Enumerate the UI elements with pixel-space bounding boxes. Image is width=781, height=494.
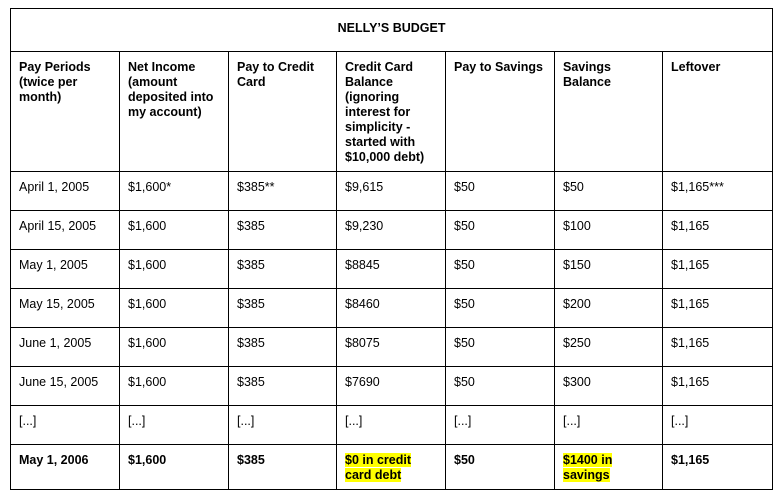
cell-pay-to-credit-card: $385 — [229, 211, 337, 250]
budget-table — [10, 8, 773, 490]
header-pay-periods: Pay Periods (twice per month) — [11, 52, 120, 172]
cell-credit-card-balance: $9,230 — [337, 211, 446, 250]
cell-net-income: $1,600 — [120, 328, 229, 367]
table-title: NELLY’S BUDGET — [11, 9, 773, 52]
cell-pay-period: May 1, 2005 — [11, 250, 120, 289]
header-pay-to-credit-card: Pay to Credit Card — [229, 52, 337, 172]
cell-pay-to-credit-card: $385 — [229, 250, 337, 289]
cell-pay-to-credit-card: $385** — [229, 172, 337, 211]
table-row — [11, 172, 773, 211]
cell-ellipsis: [...] — [446, 406, 555, 445]
header-leftover: Leftover — [663, 52, 773, 172]
table-row — [11, 328, 773, 367]
cell-savings-balance — [555, 445, 663, 490]
cell-pay-to-credit-card: $385 — [229, 445, 337, 490]
table-row — [11, 250, 773, 289]
cell-net-income: $1,600 — [120, 250, 229, 289]
cell-pay-to-savings: $50 — [446, 211, 555, 250]
cell-ellipsis: [...] — [663, 406, 773, 445]
cell-ellipsis: [...] — [120, 406, 229, 445]
header-savings-balance: Savings Balance — [555, 52, 663, 172]
table-row-final — [11, 445, 773, 490]
header-pay-to-savings: Pay to Savings — [446, 52, 555, 172]
cell-leftover: $1,165 — [663, 328, 773, 367]
highlighted-savings-text: $1400 in savings — [563, 453, 613, 482]
cell-pay-period: June 1, 2005 — [11, 328, 120, 367]
cell-net-income: $1,600* — [120, 172, 229, 211]
cell-leftover: $1,165 — [663, 367, 773, 406]
cell-net-income: $1,600 — [120, 445, 229, 490]
table-row — [11, 367, 773, 406]
cell-leftover: $1,165 — [663, 250, 773, 289]
cell-pay-to-credit-card: $385 — [229, 289, 337, 328]
cell-leftover: $1,165 — [663, 445, 773, 490]
cell-credit-card-balance: $8460 — [337, 289, 446, 328]
cell-credit-card-balance: $8845 — [337, 250, 446, 289]
cell-savings-balance: $300 — [555, 367, 663, 406]
cell-pay-period: June 15, 2005 — [11, 367, 120, 406]
cell-pay-to-savings: $50 — [446, 367, 555, 406]
highlighted-debt-text: $0 in credit card debt — [345, 453, 411, 482]
table-row-ellipsis — [11, 406, 773, 445]
cell-ellipsis: [...] — [229, 406, 337, 445]
cell-pay-to-credit-card: $385 — [229, 367, 337, 406]
cell-credit-card-balance: $8075 — [337, 328, 446, 367]
cell-credit-card-balance — [337, 445, 446, 490]
cell-pay-period: May 15, 2005 — [11, 289, 120, 328]
cell-leftover: $1,165 — [663, 211, 773, 250]
cell-savings-balance: $250 — [555, 328, 663, 367]
cell-pay-period: May 1, 2006 — [11, 445, 120, 490]
cell-pay-to-savings: $50 — [446, 172, 555, 211]
cell-pay-to-credit-card: $385 — [229, 328, 337, 367]
header-credit-card-balance: Credit Card Balance (ignoring interest for simplicity - started with $10,000 debt) — [337, 52, 446, 172]
cell-pay-period: April 1, 2005 — [11, 172, 120, 211]
cell-credit-card-balance: $9,615 — [337, 172, 446, 211]
budget-document — [10, 8, 772, 490]
cell-savings-balance: $150 — [555, 250, 663, 289]
cell-savings-balance: $200 — [555, 289, 663, 328]
cell-net-income: $1,600 — [120, 289, 229, 328]
cell-pay-to-savings: $50 — [446, 250, 555, 289]
table-row — [11, 289, 773, 328]
cell-pay-to-savings: $50 — [446, 289, 555, 328]
cell-ellipsis: [...] — [11, 406, 120, 445]
cell-ellipsis: [...] — [337, 406, 446, 445]
header-row — [11, 52, 773, 172]
cell-leftover: $1,165 — [663, 289, 773, 328]
cell-credit-card-balance: $7690 — [337, 367, 446, 406]
cell-savings-balance: $50 — [555, 172, 663, 211]
cell-leftover: $1,165*** — [663, 172, 773, 211]
table-row — [11, 211, 773, 250]
cell-savings-balance: $100 — [555, 211, 663, 250]
cell-pay-to-savings: $50 — [446, 445, 555, 490]
cell-pay-to-savings: $50 — [446, 328, 555, 367]
cell-ellipsis: [...] — [555, 406, 663, 445]
cell-net-income: $1,600 — [120, 367, 229, 406]
cell-net-income: $1,600 — [120, 211, 229, 250]
cell-pay-period: April 15, 2005 — [11, 211, 120, 250]
header-net-income: Net Income (amount deposited into my account) — [120, 52, 229, 172]
